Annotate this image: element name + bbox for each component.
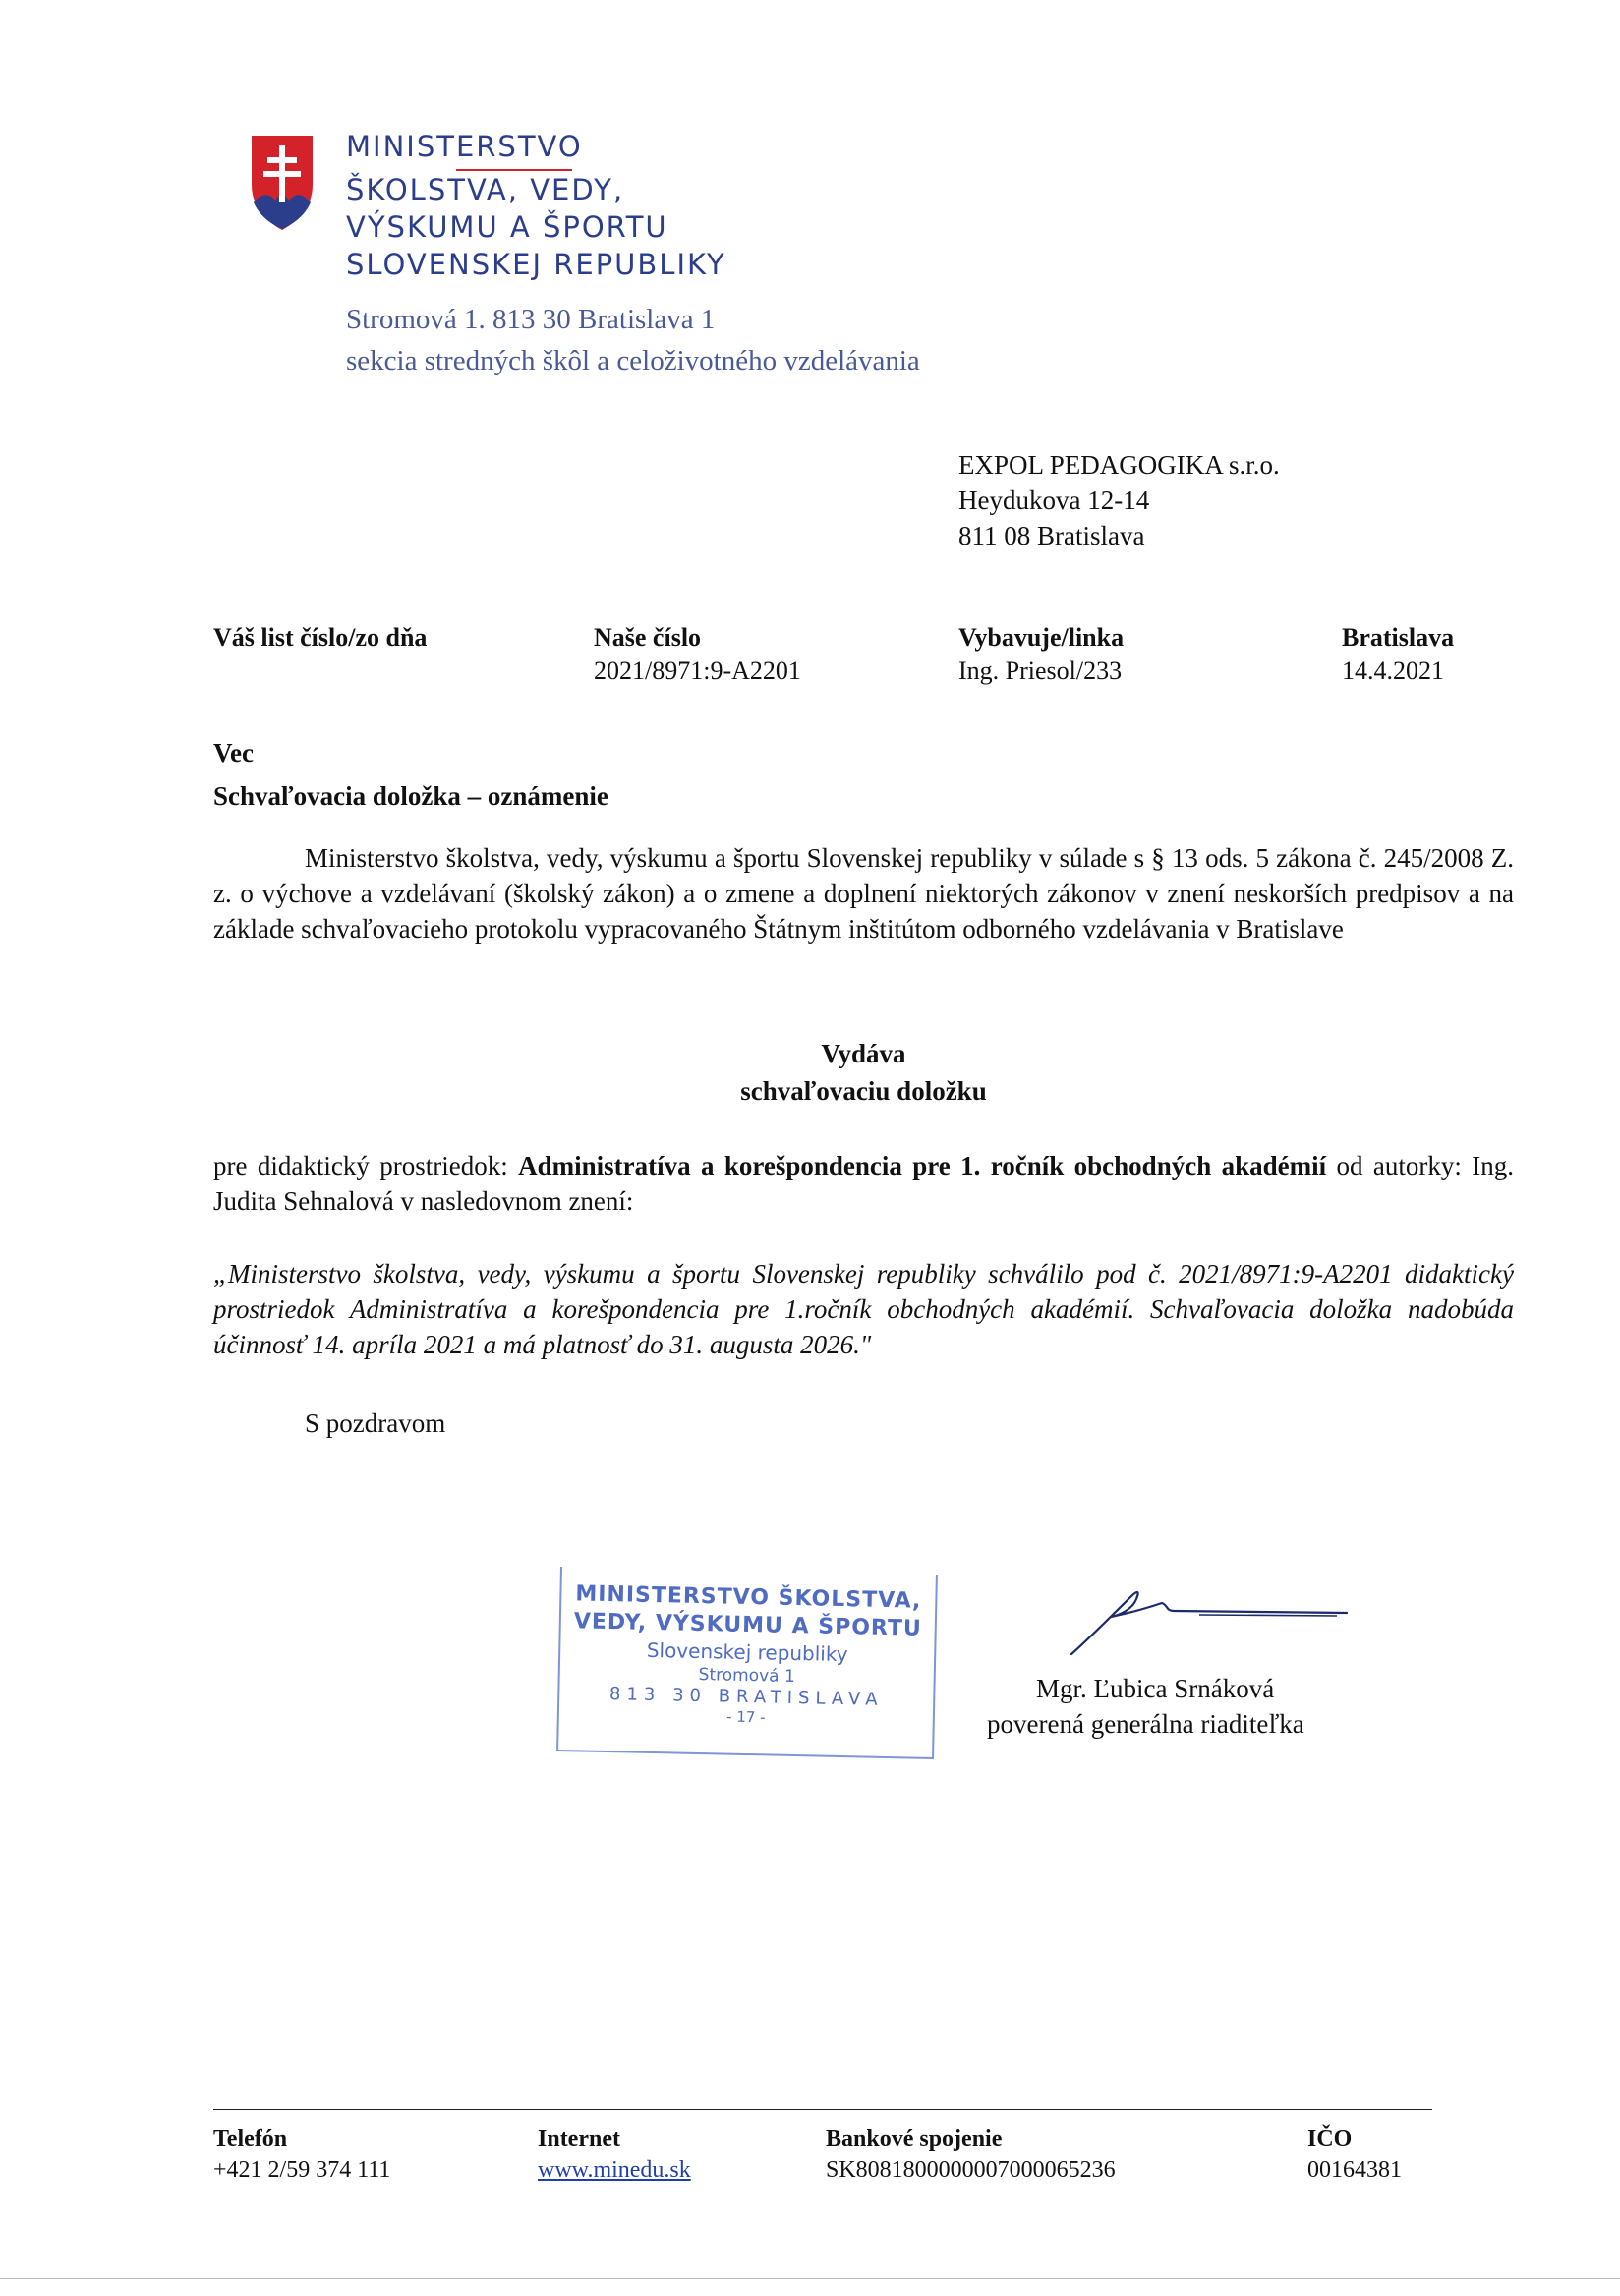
signer-title: poverená generálna riaditeľka: [987, 1709, 1304, 1739]
recipient-street: Heydukova 12-14: [958, 486, 1150, 515]
stamp-line-6: - 17 -: [725, 1707, 766, 1727]
page-bottom-rule: [0, 2278, 1620, 2279]
ref-our-number-value: 2021/8971:9-A2201: [594, 657, 801, 685]
ref-our-number-label: Naše číslo: [594, 623, 702, 652]
footer-bank-label: Bankové spojenie: [826, 2126, 1003, 2152]
para2-prefix: pre didaktický prostriedok:: [213, 1151, 519, 1180]
footer-ico: [1307, 2123, 1402, 2186]
issue-line-1: Vydáva: [821, 1039, 906, 1068]
body-paragraph-1: Ministerstvo školstva, vedy, výskumu a športu Slovenskej republiky v súlade s § 13 ods. 5 zákona č. 245/2008 Z. z. o výchove a vzdelávaní (školský zákon) a o zmene a doplnení niektorých zákonov v znení neskorších predpisov a na základe schvaľovacieho protokolu vypracovaného Štátnym inštitútom odborného vzdelávania v Bratislave: [213, 843, 1514, 944]
ref-your-letter-label: Váš list číslo/zo dňa: [213, 623, 428, 652]
ref-handled-by-value: Ing. Priesol/233: [958, 657, 1123, 685]
footer-bank-value: SK8081800000007000065236: [826, 2157, 1116, 2183]
stamp-line-5: 813 30 BRATISLAVA: [608, 1684, 884, 1710]
ref-your-letter: [213, 621, 427, 655]
stamp-line-2: VEDY, VÝSKUMU A ŠPORTU: [573, 1609, 922, 1641]
footer-ico-label: IČO: [1307, 2126, 1353, 2152]
ref-handled-by-label: Vybavuje/linka: [958, 623, 1125, 652]
recipient-city: 811 08 Bratislava: [958, 521, 1145, 550]
issue-line-2: schvaľovaciu doložku: [740, 1076, 987, 1106]
footer-phone-label: Telefón: [213, 2126, 288, 2152]
handwritten-signature: [1052, 1578, 1366, 1656]
footer-divider: [213, 2109, 1432, 2110]
footer-bank: [826, 2123, 1116, 2186]
para2-suffix: od autorky: Ing. Judita Sehnalová v nasledovnom znení:: [213, 1151, 1514, 1216]
stamp-line-1: MINISTERSTVO ŠKOLSTVA,: [575, 1581, 922, 1614]
subject-block: [213, 731, 608, 818]
stamp-line-3: Slovenskej republiky: [646, 1637, 848, 1667]
address-line-2: sekcia stredných škôl a celoživotného vzdelávania: [346, 345, 920, 376]
ministry-line-2: ŠKOLSTVA, VEDY,: [346, 173, 625, 206]
ref-handled-by: [958, 621, 1124, 688]
approval-quote: „Ministerstvo školstva, vedy, výskumu a športu Slovenskej republiky schválilo pod č. 2021/8971:9-A2201 didaktický prostriedok Administratíva a korešpondencia pre 1.ročník obchodných akadémií. Schvaľovacia doložka nadobúda účinnosť 14. apríla 2021 a má platnosť do 31. augusta 2026.": [213, 1259, 1514, 1359]
recipient-address: [958, 447, 1280, 553]
footer-ico-value: 00164381: [1307, 2157, 1402, 2183]
ministry-line-3: VÝSKUMU A ŠPORTU: [346, 210, 668, 244]
footer-internet: [538, 2123, 691, 2186]
footer-phone-value: +421 2/59 374 111: [213, 2157, 391, 2183]
footer-internet-label: Internet: [538, 2126, 620, 2152]
greeting: S pozdravom: [305, 1408, 446, 1438]
ministry-line-1: MINISTERSTVO: [346, 130, 583, 163]
ref-place-date: [1342, 621, 1454, 688]
body-paragraph-2: [213, 1148, 1514, 1219]
subject-title: Schvaľovacia doložka – oznámenie: [213, 781, 608, 811]
official-stamp: [556, 1567, 938, 1759]
ministry-address: [346, 299, 920, 381]
subject-label: Vec: [213, 738, 254, 768]
ministry-line-4: SLOVENSKEJ REPUBLIKY: [346, 248, 726, 281]
slovak-coat-of-arms-icon: [250, 134, 315, 232]
ref-date-value: 14.4.2021: [1342, 657, 1444, 685]
address-line-1: Stromová 1. 813 30 Bratislava 1: [346, 304, 716, 335]
ref-our-number: [594, 621, 801, 688]
signer-name: Mgr. Ľubica Srnáková: [1036, 1674, 1275, 1703]
stamp-frame: [556, 1567, 938, 1759]
para2-bold-title: Administratíva a korešpondencia pre 1. ročník obchodných akadémií: [518, 1151, 1327, 1180]
stamp-line-4: Stromová 1: [698, 1664, 795, 1688]
signer-block: [987, 1671, 1304, 1742]
footer-internet-link[interactable]: www.minedu.sk: [538, 2157, 691, 2183]
issue-heading: [213, 1035, 1514, 1110]
ref-place-label: Bratislava: [1342, 623, 1455, 652]
footer-phone: [213, 2123, 390, 2186]
ministry-name: [346, 128, 726, 283]
recipient-name: EXPOL PEDAGOGIKA s.r.o.: [958, 450, 1280, 480]
